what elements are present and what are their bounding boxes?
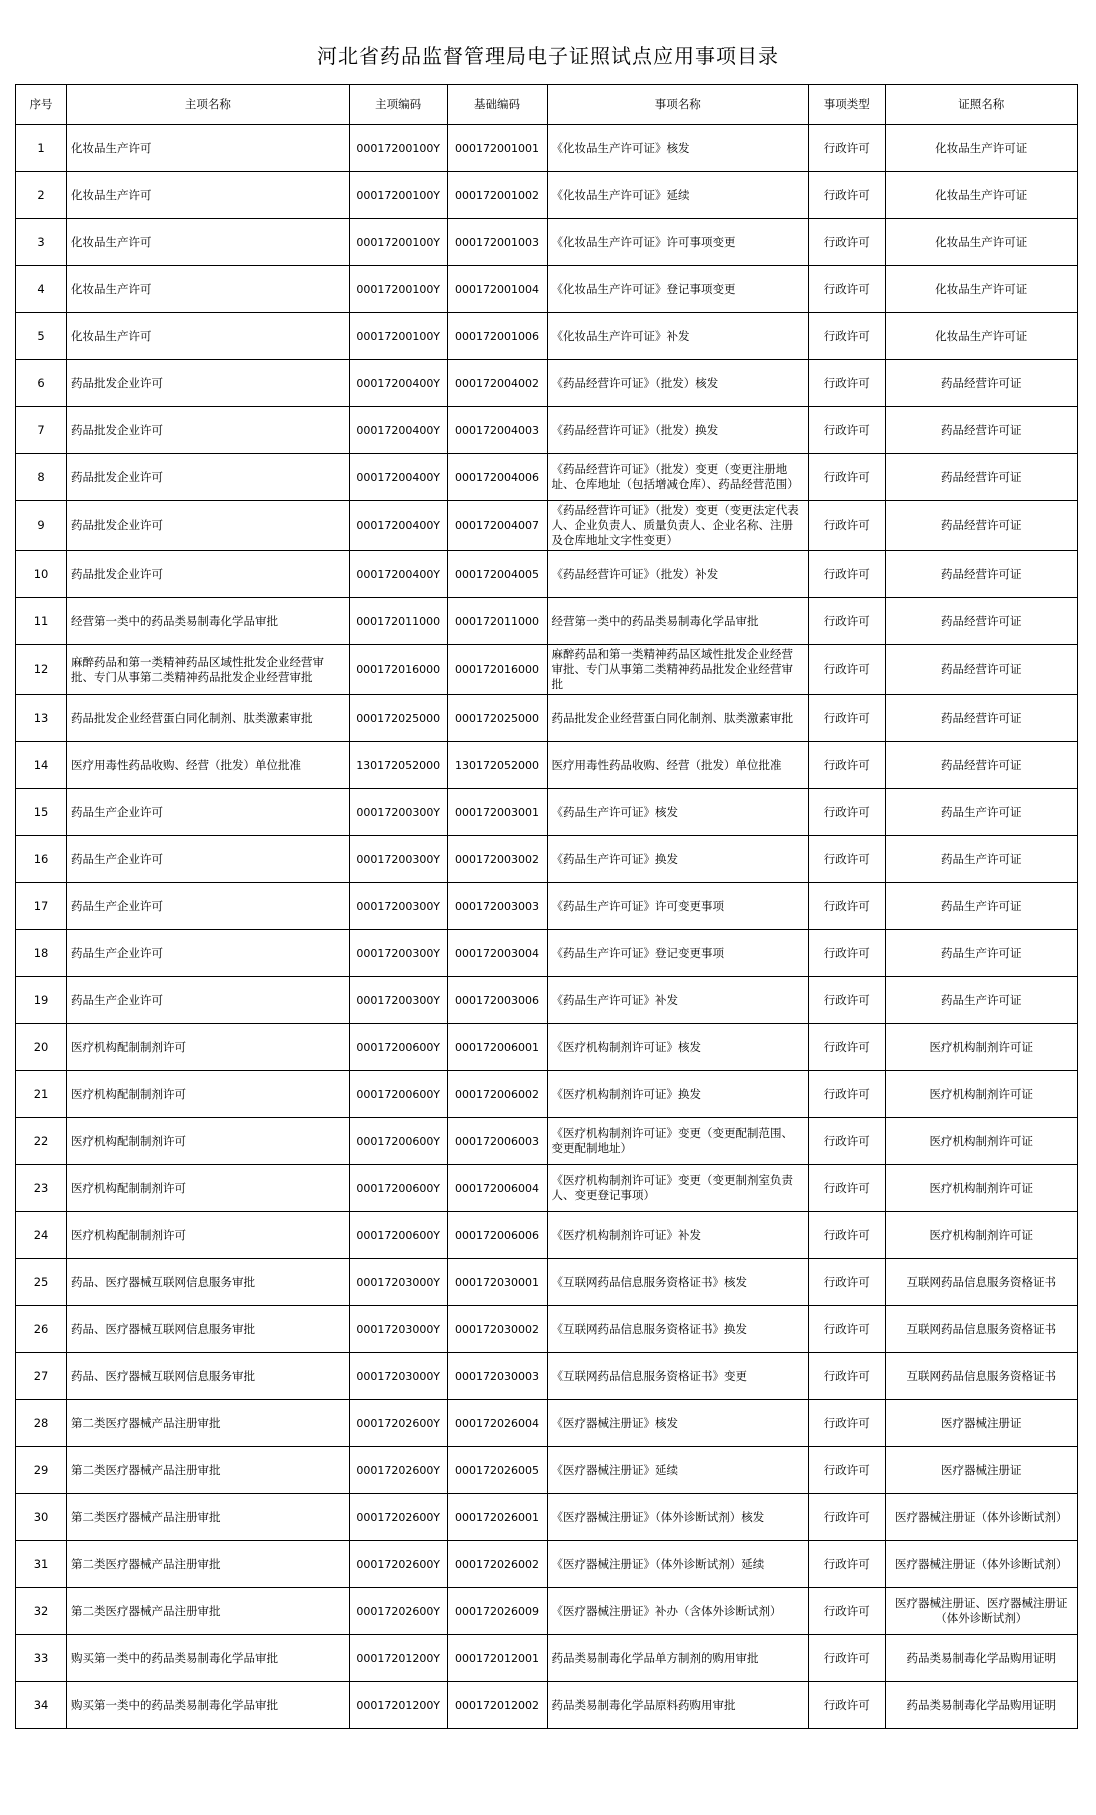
base-code: 000172026002	[447, 1541, 547, 1588]
certificate-name: 药品经营许可证	[885, 742, 1077, 789]
item-name: 经营第一类中的药品类易制毒化学品审批	[547, 598, 809, 645]
row-number: 22	[16, 1118, 67, 1165]
base-code: 000172004005	[447, 551, 547, 598]
main-item-code: 00017200600Y	[349, 1212, 447, 1259]
item-name: 《药品经营许可证》（批发）变更（变更法定代表人、企业负责人、质量负责人、企业名称、注册及仓库地址文字性变更）	[547, 501, 809, 551]
main-item-code: 00017200400Y	[349, 407, 447, 454]
row-number: 27	[16, 1353, 67, 1400]
main-item-code: 000172016000	[349, 645, 447, 695]
main-item-code: 00017200400Y	[349, 551, 447, 598]
item-name: 《互联网药品信息服务资格证书》换发	[547, 1306, 809, 1353]
row-number: 30	[16, 1494, 67, 1541]
certificate-name: 药品经营许可证	[885, 407, 1077, 454]
main-item-name: 第二类医疗器械产品注册审批	[67, 1400, 350, 1447]
item-name: 《化妆品生产许可证》延续	[547, 172, 809, 219]
certificate-name: 医疗器械注册证（体外诊断试剂）	[885, 1541, 1077, 1588]
certificate-name: 医疗机构制剂许可证	[885, 1212, 1077, 1259]
base-code: 000172025000	[447, 695, 547, 742]
base-code: 000172003001	[447, 789, 547, 836]
main-item-code: 000172025000	[349, 695, 447, 742]
certificate-name: 互联网药品信息服务资格证书	[885, 1306, 1077, 1353]
row-number: 20	[16, 1024, 67, 1071]
table-row	[16, 1400, 1078, 1447]
table-row	[16, 742, 1078, 789]
main-item-code: 00017200400Y	[349, 360, 447, 407]
certificate-name: 药品经营许可证	[885, 454, 1077, 501]
main-item-code: 00017203000Y	[349, 1353, 447, 1400]
item-type: 行政许可	[809, 125, 886, 172]
item-name: 《医疗机构制剂许可证》补发	[547, 1212, 809, 1259]
table-row	[16, 1494, 1078, 1541]
main-item-name: 药品生产企业许可	[67, 930, 350, 977]
item-name: 《药品经营许可证》（批发）补发	[547, 551, 809, 598]
base-code: 000172004002	[447, 360, 547, 407]
main-item-name: 化妆品生产许可	[67, 172, 350, 219]
certificate-name: 化妆品生产许可证	[885, 172, 1077, 219]
table-row	[16, 360, 1078, 407]
certificate-name: 药品生产许可证	[885, 883, 1077, 930]
main-item-name: 药品批发企业许可	[67, 454, 350, 501]
item-name: 《药品生产许可证》许可变更事项	[547, 883, 809, 930]
item-type: 行政许可	[809, 1635, 886, 1682]
base-code: 000172001003	[447, 219, 547, 266]
item-type: 行政许可	[809, 1165, 886, 1212]
item-type: 行政许可	[809, 1353, 886, 1400]
row-number: 26	[16, 1306, 67, 1353]
item-name: 《医疗器械注册证》（体外诊断试剂）延续	[547, 1541, 809, 1588]
row-number: 17	[16, 883, 67, 930]
main-item-name: 麻醉药品和第一类精神药品区域性批发企业经营审批、专门从事第二类精神药品批发企业经营审批	[67, 645, 350, 695]
base-code: 130172052000	[447, 742, 547, 789]
table-row	[16, 1353, 1078, 1400]
main-item-code: 00017203000Y	[349, 1259, 447, 1306]
table-row	[16, 1541, 1078, 1588]
main-item-name: 医疗机构配制制剂许可	[67, 1071, 350, 1118]
item-name: 药品类易制毒化学品原料药购用审批	[547, 1682, 809, 1729]
certificate-name: 药品经营许可证	[885, 645, 1077, 695]
item-type: 行政许可	[809, 598, 886, 645]
row-number: 29	[16, 1447, 67, 1494]
main-item-name: 购买第一类中的药品类易制毒化学品审批	[67, 1682, 350, 1729]
base-code: 000172001006	[447, 313, 547, 360]
item-name: 《医疗器械注册证》核发	[547, 1400, 809, 1447]
item-name: 《医疗机构制剂许可证》换发	[547, 1071, 809, 1118]
row-number: 21	[16, 1071, 67, 1118]
base-code: 000172001002	[447, 172, 547, 219]
item-type: 行政许可	[809, 695, 886, 742]
header-main-code: 主项编码	[349, 85, 447, 125]
item-name: 《医疗器械注册证》延续	[547, 1447, 809, 1494]
item-name: 《医疗机构制剂许可证》变更（变更制剂室负责人、变更登记事项）	[547, 1165, 809, 1212]
main-item-name: 医疗机构配制制剂许可	[67, 1212, 350, 1259]
base-code: 000172001001	[447, 125, 547, 172]
base-code: 000172016000	[447, 645, 547, 695]
certificate-name: 互联网药品信息服务资格证书	[885, 1259, 1077, 1306]
table-row	[16, 313, 1078, 360]
base-code: 000172004006	[447, 454, 547, 501]
item-name: 《药品经营许可证》（批发）换发	[547, 407, 809, 454]
row-number: 3	[16, 219, 67, 266]
base-code: 000172026001	[447, 1494, 547, 1541]
main-item-name: 第二类医疗器械产品注册审批	[67, 1588, 350, 1635]
table-row	[16, 1259, 1078, 1306]
certificate-name: 药品经营许可证	[885, 360, 1077, 407]
table-row	[16, 1306, 1078, 1353]
base-code: 000172026005	[447, 1447, 547, 1494]
main-item-code: 00017200600Y	[349, 1024, 447, 1071]
row-number: 6	[16, 360, 67, 407]
item-type: 行政许可	[809, 883, 886, 930]
main-item-code: 00017202600Y	[349, 1447, 447, 1494]
base-code: 000172006004	[447, 1165, 547, 1212]
catalog-table	[15, 84, 1078, 1729]
certificate-name: 化妆品生产许可证	[885, 266, 1077, 313]
row-number: 23	[16, 1165, 67, 1212]
item-type: 行政许可	[809, 789, 886, 836]
main-item-name: 药品生产企业许可	[67, 883, 350, 930]
certificate-name: 医疗机构制剂许可证	[885, 1165, 1077, 1212]
table-row	[16, 695, 1078, 742]
row-number: 9	[16, 501, 67, 551]
certificate-name: 医疗器械注册证（体外诊断试剂）	[885, 1494, 1077, 1541]
main-item-code: 00017200300Y	[349, 977, 447, 1024]
item-type: 行政许可	[809, 645, 886, 695]
main-item-name: 药品批发企业许可	[67, 501, 350, 551]
row-number: 32	[16, 1588, 67, 1635]
main-item-code: 00017200300Y	[349, 930, 447, 977]
row-number: 1	[16, 125, 67, 172]
main-item-name: 药品、医疗器械互联网信息服务审批	[67, 1306, 350, 1353]
table-body	[16, 125, 1078, 1729]
item-type: 行政许可	[809, 1588, 886, 1635]
item-type: 行政许可	[809, 454, 886, 501]
item-name: 《医疗机构制剂许可证》变更（变更配制范围、变更配制地址）	[547, 1118, 809, 1165]
table-row	[16, 836, 1078, 883]
item-name: 《医疗器械注册证》（体外诊断试剂）核发	[547, 1494, 809, 1541]
item-type: 行政许可	[809, 742, 886, 789]
item-type: 行政许可	[809, 1682, 886, 1729]
item-name: 《药品生产许可证》核发	[547, 789, 809, 836]
table-row	[16, 1682, 1078, 1729]
certificate-name: 药品类易制毒化学品购用证明	[885, 1682, 1077, 1729]
main-item-name: 化妆品生产许可	[67, 266, 350, 313]
item-type: 行政许可	[809, 1447, 886, 1494]
main-item-name: 药品生产企业许可	[67, 977, 350, 1024]
item-type: 行政许可	[809, 407, 886, 454]
main-item-code: 130172052000	[349, 742, 447, 789]
main-item-code: 00017202600Y	[349, 1588, 447, 1635]
row-number: 14	[16, 742, 67, 789]
main-item-code: 00017201200Y	[349, 1635, 447, 1682]
main-item-code: 000172011000	[349, 598, 447, 645]
table-row	[16, 1212, 1078, 1259]
item-type: 行政许可	[809, 501, 886, 551]
header-item-type: 事项类型	[809, 85, 886, 125]
base-code: 000172012001	[447, 1635, 547, 1682]
item-type: 行政许可	[809, 219, 886, 266]
certificate-name: 药品生产许可证	[885, 930, 1077, 977]
main-item-code: 00017202600Y	[349, 1494, 447, 1541]
row-number: 7	[16, 407, 67, 454]
table-row	[16, 501, 1078, 551]
item-name: 《药品生产许可证》换发	[547, 836, 809, 883]
main-item-code: 00017200600Y	[349, 1071, 447, 1118]
main-item-code: 00017200600Y	[349, 1165, 447, 1212]
main-item-name: 药品生产企业许可	[67, 836, 350, 883]
row-number: 15	[16, 789, 67, 836]
main-item-name: 经营第一类中的药品类易制毒化学品审批	[67, 598, 350, 645]
main-item-code: 00017200100Y	[349, 125, 447, 172]
item-type: 行政许可	[809, 1071, 886, 1118]
main-item-name: 药品生产企业许可	[67, 789, 350, 836]
row-number: 18	[16, 930, 67, 977]
base-code: 000172006003	[447, 1118, 547, 1165]
certificate-name: 药品经营许可证	[885, 501, 1077, 551]
base-code: 000172012002	[447, 1682, 547, 1729]
certificate-name: 药品生产许可证	[885, 789, 1077, 836]
table-row	[16, 1588, 1078, 1635]
row-number: 16	[16, 836, 67, 883]
base-code: 000172003002	[447, 836, 547, 883]
main-item-name: 第二类医疗器械产品注册审批	[67, 1541, 350, 1588]
header-no: 序号	[16, 85, 67, 125]
table-row	[16, 266, 1078, 313]
table-header-row	[16, 85, 1078, 125]
header-main-name: 主项名称	[67, 85, 350, 125]
table-row	[16, 977, 1078, 1024]
certificate-name: 化妆品生产许可证	[885, 219, 1077, 266]
item-type: 行政许可	[809, 930, 886, 977]
item-name: 《互联网药品信息服务资格证书》核发	[547, 1259, 809, 1306]
item-name: 《化妆品生产许可证》登记事项变更	[547, 266, 809, 313]
row-number: 12	[16, 645, 67, 695]
main-item-name: 药品批发企业经营蛋白同化制剂、肽类激素审批	[67, 695, 350, 742]
item-type: 行政许可	[809, 836, 886, 883]
item-name: 《化妆品生产许可证》补发	[547, 313, 809, 360]
certificate-name: 药品生产许可证	[885, 977, 1077, 1024]
certificate-name: 医疗机构制剂许可证	[885, 1071, 1077, 1118]
base-code: 000172006006	[447, 1212, 547, 1259]
item-type: 行政许可	[809, 1259, 886, 1306]
item-type: 行政许可	[809, 1541, 886, 1588]
item-name: 《医疗器械注册证》补办（含体外诊断试剂）	[547, 1588, 809, 1635]
certificate-name: 药品经营许可证	[885, 695, 1077, 742]
table-row	[16, 930, 1078, 977]
base-code: 000172030002	[447, 1306, 547, 1353]
item-type: 行政许可	[809, 172, 886, 219]
row-number: 31	[16, 1541, 67, 1588]
certificate-name: 互联网药品信息服务资格证书	[885, 1353, 1077, 1400]
table-row	[16, 789, 1078, 836]
main-item-code: 00017202600Y	[349, 1541, 447, 1588]
certificate-name: 医疗机构制剂许可证	[885, 1024, 1077, 1071]
table-row	[16, 125, 1078, 172]
row-number: 33	[16, 1635, 67, 1682]
item-type: 行政许可	[809, 1024, 886, 1071]
main-item-code: 00017200300Y	[349, 883, 447, 930]
main-item-name: 药品、医疗器械互联网信息服务审批	[67, 1259, 350, 1306]
row-number: 10	[16, 551, 67, 598]
main-item-code: 00017202600Y	[349, 1400, 447, 1447]
certificate-name: 药品经营许可证	[885, 551, 1077, 598]
main-item-name: 化妆品生产许可	[67, 125, 350, 172]
item-name: 《药品生产许可证》补发	[547, 977, 809, 1024]
row-number: 5	[16, 313, 67, 360]
row-number: 13	[16, 695, 67, 742]
base-code: 000172003006	[447, 977, 547, 1024]
certificate-name: 医疗机构制剂许可证	[885, 1118, 1077, 1165]
base-code: 000172006002	[447, 1071, 547, 1118]
table-row	[16, 883, 1078, 930]
base-code: 000172011000	[447, 598, 547, 645]
item-type: 行政许可	[809, 313, 886, 360]
base-code: 000172004007	[447, 501, 547, 551]
main-item-code: 00017201200Y	[349, 1682, 447, 1729]
table-row	[16, 172, 1078, 219]
item-type: 行政许可	[809, 266, 886, 313]
item-type: 行政许可	[809, 1306, 886, 1353]
item-name: 药品批发企业经营蛋白同化制剂、肽类激素审批	[547, 695, 809, 742]
item-name: 《化妆品生产许可证》许可事项变更	[547, 219, 809, 266]
item-type: 行政许可	[809, 1400, 886, 1447]
table-row	[16, 1024, 1078, 1071]
row-number: 2	[16, 172, 67, 219]
row-number: 25	[16, 1259, 67, 1306]
base-code: 000172030003	[447, 1353, 547, 1400]
main-item-code: 00017200100Y	[349, 313, 447, 360]
main-item-code: 00017200600Y	[349, 1118, 447, 1165]
main-item-name: 医疗机构配制制剂许可	[67, 1118, 350, 1165]
main-item-name: 药品批发企业许可	[67, 360, 350, 407]
certificate-name: 药品类易制毒化学品购用证明	[885, 1635, 1077, 1682]
main-item-name: 化妆品生产许可	[67, 313, 350, 360]
item-type: 行政许可	[809, 977, 886, 1024]
document-title: 河北省药品监督管理局电子证照试点应用事项目录	[317, 44, 779, 68]
item-name: 《化妆品生产许可证》核发	[547, 125, 809, 172]
main-item-name: 购买第一类中的药品类易制毒化学品审批	[67, 1635, 350, 1682]
item-name: 《药品经营许可证》（批发）变更（变更注册地址、仓库地址（包括增减仓库）、药品经营范围）	[547, 454, 809, 501]
main-item-code: 00017200100Y	[349, 172, 447, 219]
header-cert-name: 证照名称	[885, 85, 1077, 125]
item-type: 行政许可	[809, 1212, 886, 1259]
base-code: 000172003003	[447, 883, 547, 930]
table-row	[16, 219, 1078, 266]
item-name: 《药品经营许可证》（批发）核发	[547, 360, 809, 407]
certificate-name: 药品经营许可证	[885, 598, 1077, 645]
table-row	[16, 407, 1078, 454]
header-item-name: 事项名称	[547, 85, 809, 125]
base-code: 000172030001	[447, 1259, 547, 1306]
certificate-name: 化妆品生产许可证	[885, 313, 1077, 360]
main-item-name: 药品批发企业许可	[67, 551, 350, 598]
main-item-code: 00017200400Y	[349, 501, 447, 551]
item-name: 药品类易制毒化学品单方制剂的购用审批	[547, 1635, 809, 1682]
item-name: 医疗用毒性药品收购、经营（批发）单位批准	[547, 742, 809, 789]
table-row	[16, 454, 1078, 501]
table-row	[16, 1118, 1078, 1165]
base-code: 000172026004	[447, 1400, 547, 1447]
main-item-name: 第二类医疗器械产品注册审批	[67, 1494, 350, 1541]
main-item-name: 药品、医疗器械互联网信息服务审批	[67, 1353, 350, 1400]
item-name: 《互联网药品信息服务资格证书》变更	[547, 1353, 809, 1400]
main-item-code: 00017200100Y	[349, 266, 447, 313]
certificate-name: 医疗器械注册证	[885, 1447, 1077, 1494]
main-item-code: 00017200100Y	[349, 219, 447, 266]
item-type: 行政许可	[809, 1494, 886, 1541]
main-item-code: 00017200300Y	[349, 789, 447, 836]
main-item-name: 第二类医疗器械产品注册审批	[67, 1447, 350, 1494]
row-number: 34	[16, 1682, 67, 1729]
base-code: 000172001004	[447, 266, 547, 313]
table-row	[16, 1071, 1078, 1118]
table-row	[16, 1165, 1078, 1212]
item-name: 麻醉药品和第一类精神药品区域性批发企业经营审批、专门从事第二类精神药品批发企业经营审批	[547, 645, 809, 695]
table-row	[16, 598, 1078, 645]
table-row	[16, 1635, 1078, 1682]
main-item-name: 药品批发企业许可	[67, 407, 350, 454]
main-item-name: 化妆品生产许可	[67, 219, 350, 266]
main-item-code: 00017200300Y	[349, 836, 447, 883]
main-item-name: 医疗用毒性药品收购、经营（批发）单位批准	[67, 742, 350, 789]
row-number: 28	[16, 1400, 67, 1447]
table-row	[16, 645, 1078, 695]
row-number: 24	[16, 1212, 67, 1259]
base-code: 000172003004	[447, 930, 547, 977]
certificate-name: 医疗器械注册证	[885, 1400, 1077, 1447]
item-type: 行政许可	[809, 551, 886, 598]
table-row	[16, 1447, 1078, 1494]
item-name: 《医疗机构制剂许可证》核发	[547, 1024, 809, 1071]
base-code: 000172006001	[447, 1024, 547, 1071]
row-number: 19	[16, 977, 67, 1024]
row-number: 8	[16, 454, 67, 501]
header-base-code: 基础编码	[447, 85, 547, 125]
item-type: 行政许可	[809, 360, 886, 407]
main-item-code: 00017200400Y	[349, 454, 447, 501]
base-code: 000172026009	[447, 1588, 547, 1635]
main-item-name: 医疗机构配制制剂许可	[67, 1165, 350, 1212]
certificate-name: 医疗器械注册证、医疗器械注册证（体外诊断试剂）	[885, 1588, 1077, 1635]
row-number: 11	[16, 598, 67, 645]
row-number: 4	[16, 266, 67, 313]
main-item-name: 医疗机构配制制剂许可	[67, 1024, 350, 1071]
item-name: 《药品生产许可证》登记变更事项	[547, 930, 809, 977]
table-row	[16, 551, 1078, 598]
base-code: 000172004003	[447, 407, 547, 454]
main-item-code: 00017203000Y	[349, 1306, 447, 1353]
item-type: 行政许可	[809, 1118, 886, 1165]
certificate-name: 药品生产许可证	[885, 836, 1077, 883]
certificate-name: 化妆品生产许可证	[885, 125, 1077, 172]
